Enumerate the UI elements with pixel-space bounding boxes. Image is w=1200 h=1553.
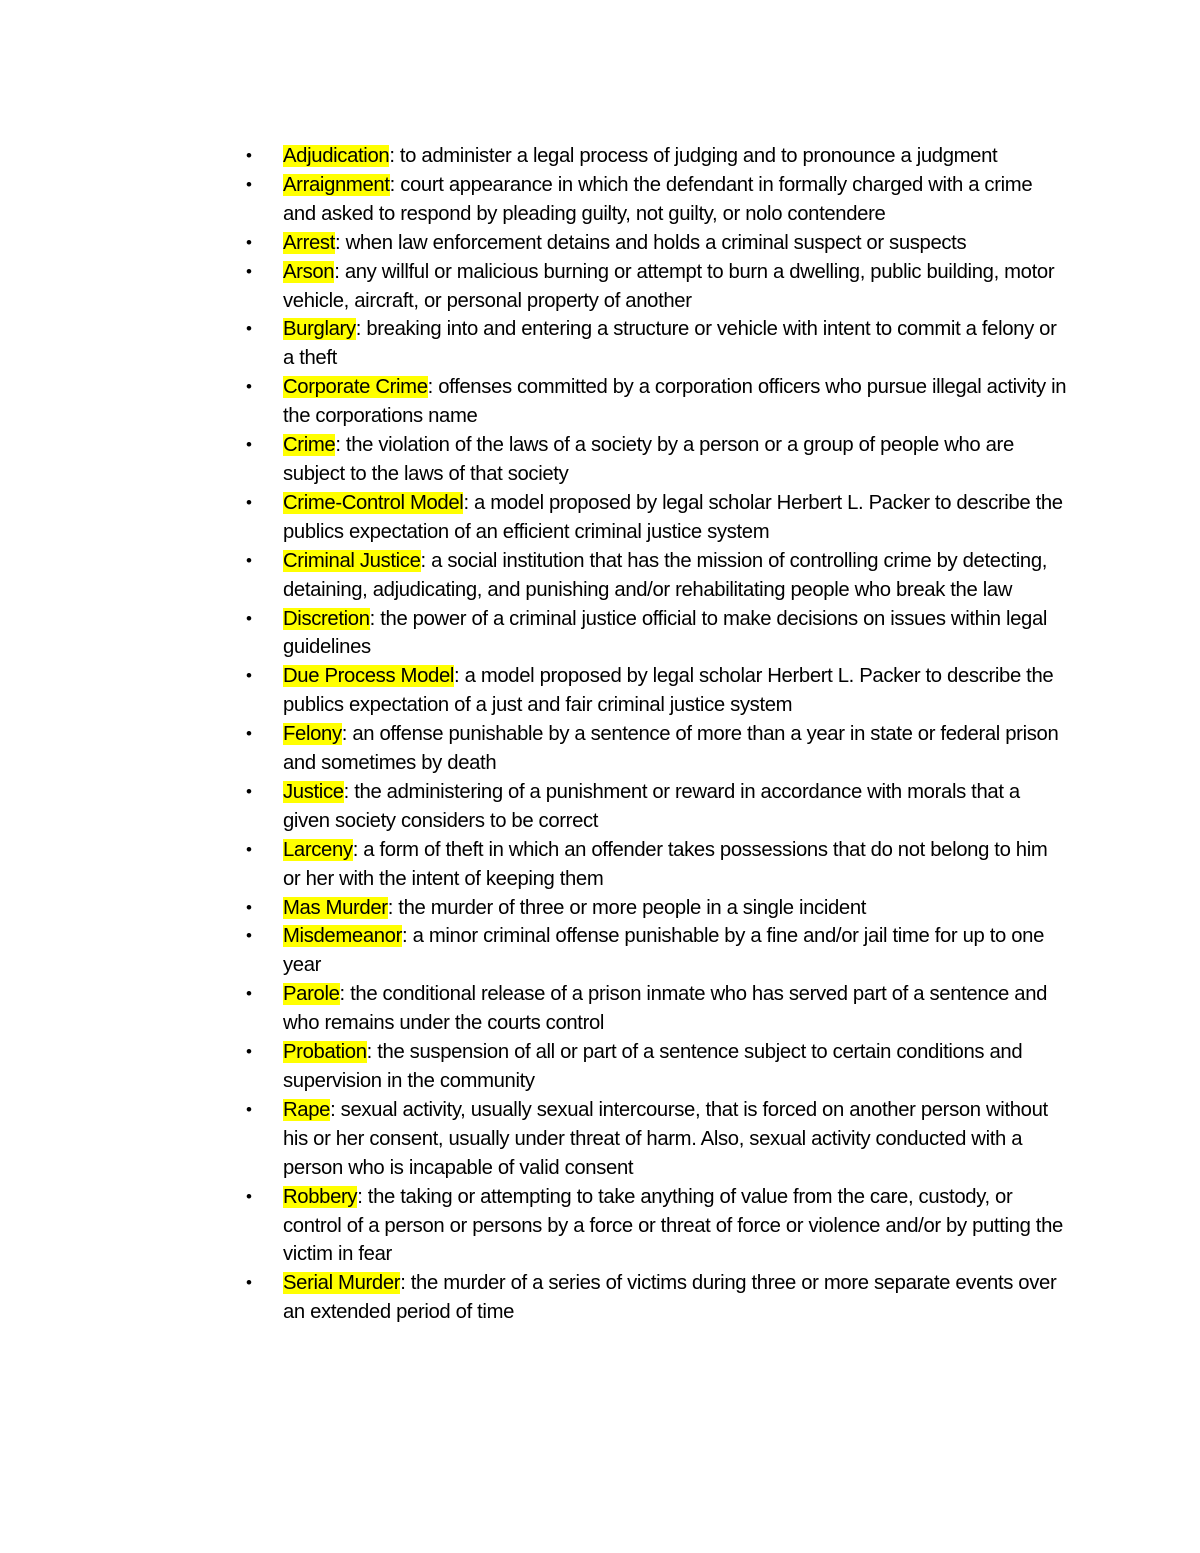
definition: the power of a criminal justice official to make decisions on issues within legal guidelines	[283, 607, 1048, 659]
separator: :	[366, 1041, 378, 1064]
glossary-entry	[240, 547, 1070, 605]
glossary-entry	[240, 315, 1070, 373]
separator: :	[369, 607, 381, 630]
separator: :	[343, 780, 355, 803]
bullet-icon: •	[246, 608, 252, 628]
separator: :	[400, 1272, 411, 1295]
bullet-icon: •	[246, 1273, 252, 1293]
bullet-icon: •	[246, 435, 252, 455]
bullet-icon: •	[246, 839, 252, 859]
bullet-icon: •	[246, 261, 252, 281]
separator: :	[334, 260, 345, 283]
definition: sexual activity, usually sexual intercourse, that is forced on another person without his or her consent, usually under threat of harm. Also, sexual activity conducted with a person who is incapable of valid consent	[283, 1098, 1048, 1179]
term: Arraignment	[283, 173, 390, 196]
bullet-icon: •	[246, 1186, 252, 1206]
bullet-icon: •	[246, 781, 252, 801]
definition: the suspension of all or part of a sentence subject to certain conditions and supervision in the community	[283, 1041, 1023, 1092]
glossary-entry	[240, 171, 1070, 229]
definition: when law enforcement detains and holds a criminal suspect or suspects	[345, 231, 967, 254]
definition: any willful or malicious burning or attempt to burn a dwelling, public building, motor vehicle, aircraft, or personal property of another	[283, 260, 1055, 312]
separator: :	[355, 318, 367, 341]
definition: breaking into and entering a structure or vehicle with intent to commit a felony or a theft	[283, 318, 1057, 370]
term: Crime-Control Model	[283, 491, 464, 514]
definition: a form of theft in which an offender takes possessions that do not belong to him or her with the intent of keeping them	[283, 838, 1048, 890]
separator: :	[339, 983, 351, 1006]
bullet-icon: •	[246, 174, 252, 194]
definition: a social institution that has the mission of controlling crime by detecting, detaining, adjudicating, and punishing and/or rehabilitating people who break the law	[283, 549, 1048, 601]
glossary-entry	[240, 605, 1070, 663]
term: Due Process Model	[283, 665, 455, 688]
definition: the taking or attempting to take anything of value from the care, custody, or control of a person or persons by a force or threat of force or violence and/or by putting the victim in fear	[283, 1185, 1063, 1266]
definition: the murder of a series of victims during three or more separate events over an extended period of time	[283, 1272, 1057, 1324]
separator: :	[420, 549, 432, 572]
bullet-icon: •	[246, 724, 252, 744]
term: Burglary	[283, 318, 356, 341]
bullet-icon: •	[246, 319, 252, 339]
glossary-entry	[240, 836, 1070, 894]
term: Serial Murder	[283, 1272, 401, 1295]
term: Crime	[283, 434, 336, 457]
glossary-entry	[240, 1096, 1070, 1183]
glossary-entry	[240, 431, 1070, 489]
separator: :	[389, 173, 401, 196]
separator: :	[454, 665, 465, 688]
bullet-icon: •	[246, 377, 252, 397]
definition: a minor criminal offense punishable by a fine and/or jail time for up to one year	[283, 925, 1045, 977]
term: Probation	[283, 1041, 367, 1064]
separator: :	[463, 491, 475, 514]
separator: :	[402, 925, 413, 948]
definition: the murder of three or more people in a single incident	[398, 896, 867, 919]
definition: the administering of a punishment or reward in accordance with morals that a given society considers to be correct	[283, 780, 1020, 832]
bullet-icon: •	[246, 550, 252, 570]
bullet-icon: •	[246, 984, 252, 1004]
glossary-entry	[240, 1038, 1070, 1096]
bullet-icon: •	[246, 926, 252, 946]
term: Arson	[283, 260, 335, 283]
bullet-icon: •	[246, 232, 252, 252]
term: Mas Murder	[283, 896, 388, 919]
definition: the conditional release of a prison inmate who has served part of a sentence and who remains under the courts control	[283, 983, 1048, 1035]
glossary-entry	[240, 373, 1070, 431]
separator: :	[335, 434, 346, 457]
definition: an offense punishable by a sentence of more than a year in state or federal prison and sometimes by death	[283, 723, 1059, 775]
glossary-entry	[240, 258, 1070, 316]
separator: :	[352, 838, 364, 861]
separator: :	[387, 896, 399, 919]
glossary-entry	[240, 489, 1070, 547]
glossary-entry	[240, 142, 1070, 171]
separator: :	[427, 376, 439, 399]
glossary-entry	[240, 894, 1070, 923]
glossary-entry	[240, 662, 1070, 720]
term: Rape	[283, 1098, 331, 1121]
glossary-list	[240, 142, 1070, 1327]
term: Criminal Justice	[283, 549, 421, 572]
term: Robbery	[283, 1185, 358, 1208]
glossary-entry	[240, 778, 1070, 836]
bullet-icon: •	[246, 146, 252, 165]
glossary-entry	[240, 922, 1070, 980]
term: Parole	[283, 983, 340, 1006]
definition: offenses committed by a corporation officers who pursue illegal activity in the corporations name	[283, 376, 1067, 428]
glossary-entry	[240, 720, 1070, 778]
term: Larceny	[283, 838, 353, 861]
bullet-icon: •	[246, 897, 252, 917]
term: Discretion	[283, 607, 370, 630]
term: Arrest	[283, 231, 335, 254]
separator: :	[330, 1098, 341, 1121]
bullet-icon: •	[246, 1099, 252, 1119]
definition: a model proposed by legal scholar Herbert L. Packer to describe the publics expectation of a just and fair criminal justice system	[283, 665, 1054, 717]
glossary-entry	[240, 980, 1070, 1038]
glossary-entry	[240, 1183, 1070, 1270]
term: Corporate Crime	[283, 376, 428, 399]
term: Justice	[283, 780, 344, 803]
term: Felony	[283, 723, 342, 746]
separator: :	[335, 231, 346, 254]
bullet-icon: •	[246, 666, 252, 686]
term: Adjudication	[283, 145, 390, 167]
separator: :	[389, 145, 400, 167]
term: Misdemeanor	[283, 925, 403, 948]
glossary-entry	[240, 1269, 1070, 1327]
separator: :	[341, 723, 353, 746]
bullet-icon: •	[246, 1042, 252, 1062]
definition: to administer a legal process of judging and to pronounce a judgment	[399, 145, 998, 167]
separator: :	[357, 1185, 368, 1208]
definition: the violation of the laws of a society by a person or a group of people who are subject to the laws of that society	[283, 434, 1014, 485]
definition: court appearance in which the defendant in formally charged with a crime and asked to respond by pleading guilty, not guilty, or nolo contendere	[283, 173, 1033, 225]
bullet-icon: •	[246, 492, 252, 512]
glossary-entry	[240, 229, 1070, 258]
definition: a model proposed by legal scholar Herbert L. Packer to describe the publics expectation of an efficient criminal justice system	[283, 491, 1063, 543]
